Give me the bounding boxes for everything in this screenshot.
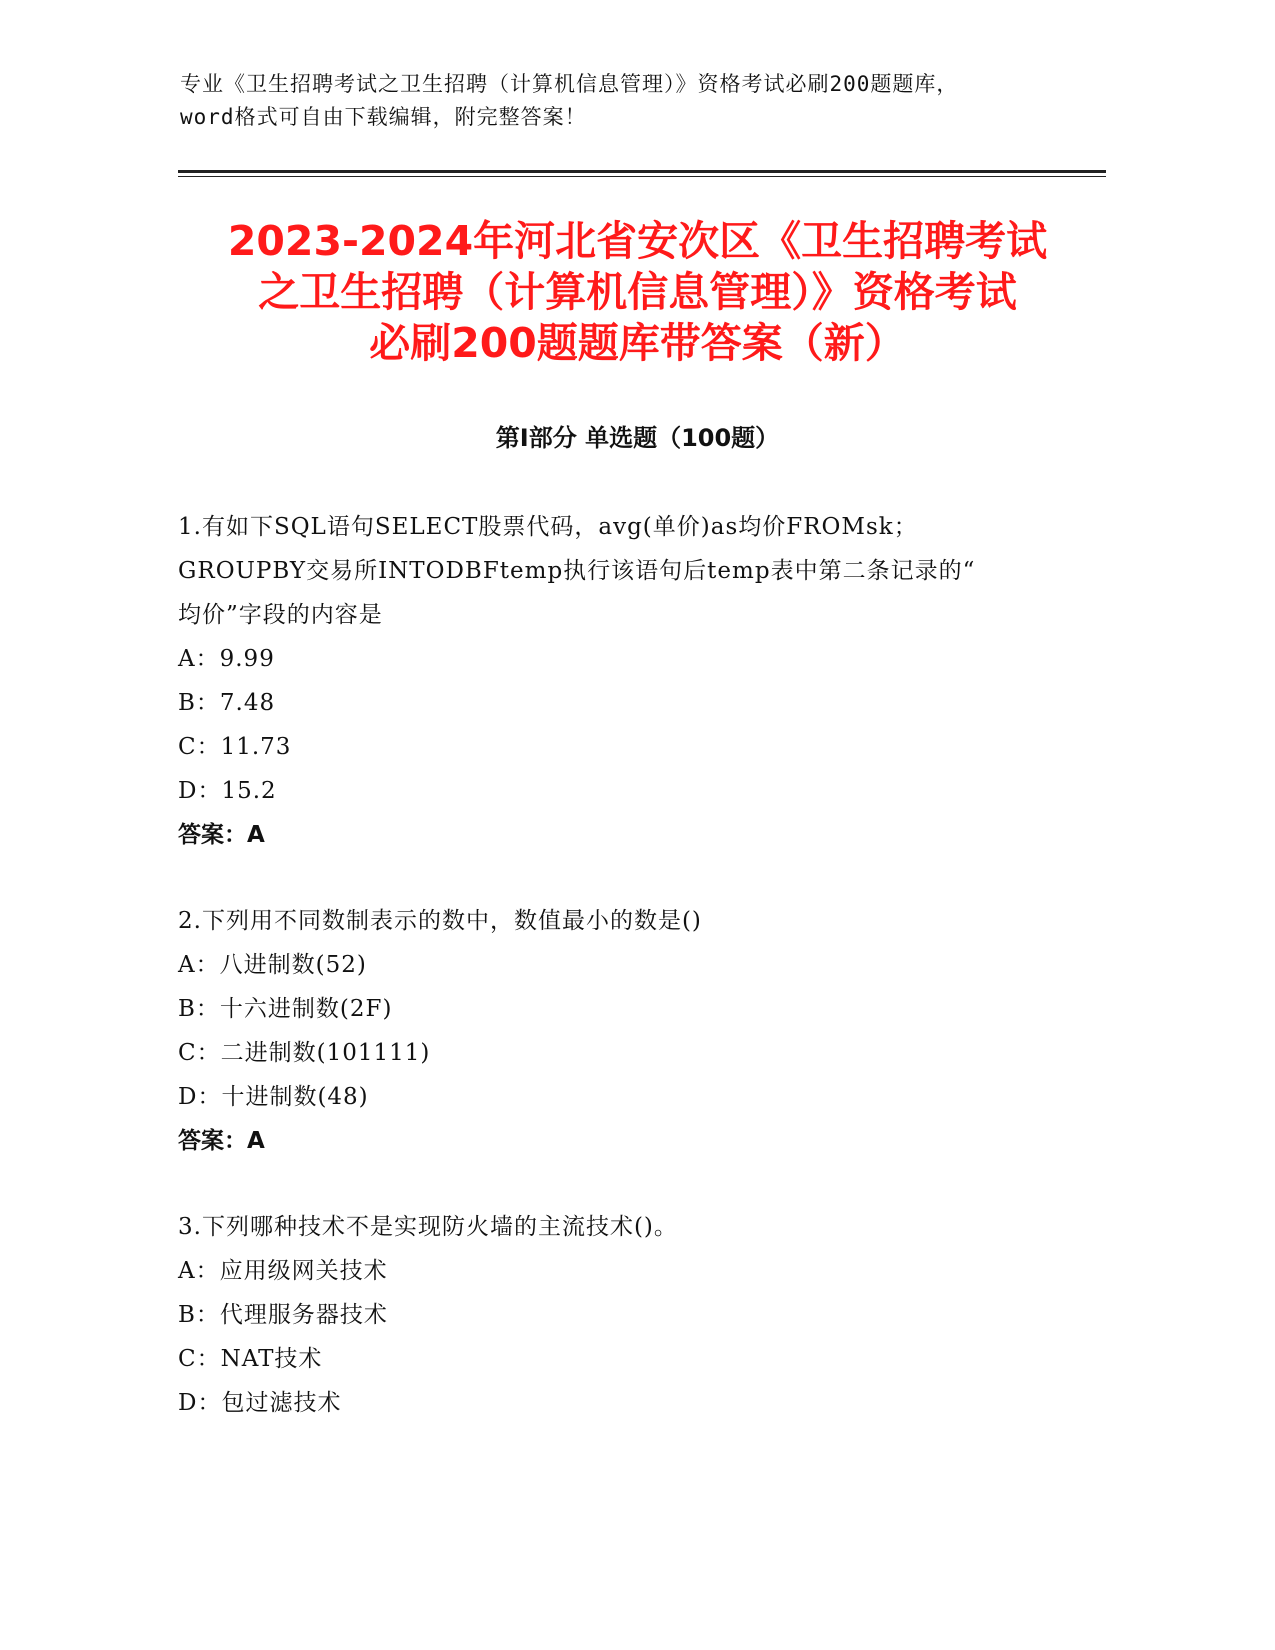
header-divider-thin bbox=[178, 176, 1106, 177]
option-d: D：十进制数(48) bbox=[178, 1084, 369, 1110]
question-stem-line: 1.有如下SQL语句SELECT股票代码，avg(单价)as均价FROMsk； bbox=[178, 514, 918, 540]
question-3 bbox=[178, 1205, 1098, 1425]
question-stem-line: 均价”字段的内容是 bbox=[178, 602, 383, 628]
option-c: C：11.73 bbox=[178, 734, 292, 760]
document-title-line-2: 之卫生招聘（计算机信息管理）》资格考试 bbox=[258, 268, 1017, 316]
section-title: 第Ⅰ部分 单选题（100题） bbox=[495, 424, 780, 452]
option-d: D：15.2 bbox=[178, 778, 277, 804]
question-1 bbox=[178, 505, 1098, 857]
option-a: A：9.99 bbox=[178, 646, 275, 672]
option-a: A：应用级网关技术 bbox=[178, 1258, 388, 1284]
question-stem-line: 2.下列用不同数制表示的数中，数值最小的数是() bbox=[178, 908, 702, 934]
question-2 bbox=[178, 899, 1098, 1163]
answer-label: 答案：A bbox=[178, 822, 265, 848]
answer-label: 答案：A bbox=[178, 1128, 265, 1154]
document-title bbox=[170, 216, 1105, 369]
option-c: C：二进制数(101111) bbox=[178, 1040, 431, 1066]
header-note-line-2: word格式可自由下载编辑，附完整答案！ bbox=[180, 105, 587, 129]
option-a: A：八进制数(52) bbox=[178, 952, 367, 978]
document-title-line-1: 2023-2024年河北省安次区《卫生招聘考试 bbox=[227, 217, 1048, 265]
header-note-line-1: 专业《卫生招聘考试之卫生招聘（计算机信息管理）》资格考试必刷200题题库， bbox=[180, 72, 959, 96]
question-stem-line: GROUPBY交易所INTODBFtemp执行该语句后temp表中第二条记录的“ bbox=[178, 558, 976, 584]
question-list bbox=[178, 505, 1098, 1467]
question-stem-line: 3.下列哪种技术不是实现防火墙的主流技术()。 bbox=[178, 1214, 678, 1240]
option-b: B：7.48 bbox=[178, 690, 276, 716]
option-b: B：十六进制数(2F) bbox=[178, 996, 393, 1022]
header-note bbox=[180, 68, 1100, 134]
option-b: B：代理服务器技术 bbox=[178, 1302, 388, 1328]
document-title-line-3: 必刷200题题库带答案（新） bbox=[369, 319, 906, 367]
option-d: D：包过滤技术 bbox=[178, 1390, 342, 1416]
option-c: C：NAT技术 bbox=[178, 1346, 323, 1372]
header-divider-thick bbox=[178, 170, 1106, 173]
